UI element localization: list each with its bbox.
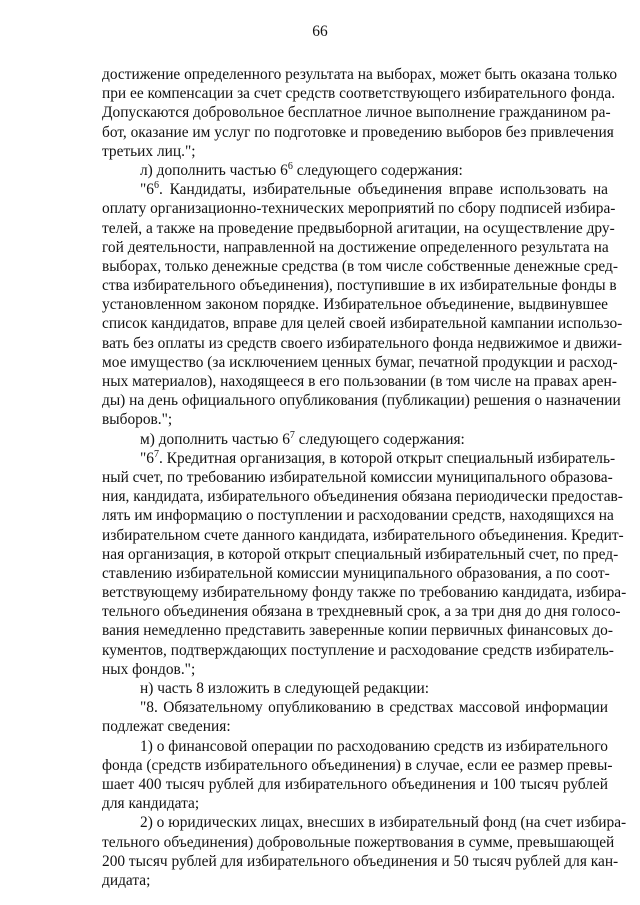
text-line: ная организация, в которой открыт специальный избирательный счет, по пред- — [102, 545, 619, 563]
page-number: 66 — [312, 23, 328, 40]
text-line: оплату организационно-технических мероприятий по сбору подписей избира- — [102, 200, 616, 218]
text-line: телей, а также на проведение предвыборной агитации, на осуществление дру- — [102, 219, 615, 237]
text-line: третьих лиц."; — [102, 142, 196, 160]
text-segment: "6 — [140, 181, 154, 199]
text-line: ния, кандидата, избирательного объединения обязана периодически предостав- — [102, 488, 623, 506]
text-line: мое имущество (за исключением ценных бумаг, печатной продукции и расход- — [102, 353, 618, 371]
text-line: 2) о юридических лицах, внесших в избирательный фонд (на счет избира- — [140, 814, 627, 832]
text-segment: следующего содержания: — [294, 430, 465, 448]
text-line: 1) о финансовой операции по расходованию средств из избирательного — [140, 737, 608, 755]
text-line: выборах, только денежные средства (в том числе собственные денежные сред- — [102, 257, 618, 275]
text-line: шает 400 тысяч рублей для избирательного объединения и 100 тысяч рублей — [102, 775, 608, 793]
text-line: 200 тысяч рублей для избирательного объединения и 50 тысяч рублей для кан- — [102, 852, 619, 870]
text-line: Допускаются добровольное бесплатное личное выполнение гражданином ра- — [102, 104, 611, 122]
text-line: ды) на день официального опубликования (публикации) решения о назначении — [102, 392, 621, 410]
text-line: подлежат сведения: — [102, 718, 231, 736]
text-line: достижение определенного результата на выборах, может быть оказана только — [102, 66, 618, 83]
text-line: список кандидатов, вправе для целей своей избирательной кампании использо- — [102, 315, 623, 333]
text-line: ный счет, по требованию избирательной комиссии муниципального образова- — [102, 468, 613, 486]
text-line: вать без оплаты из средств своего избирательного фонда недвижимое и движи- — [102, 334, 622, 352]
text-segment: . Кандидаты, избирательные объединения вправе использовать на — [158, 181, 608, 199]
superscript-index: 6 — [287, 160, 293, 172]
text-line — [102, 448, 616, 468]
superscript-index: 7 — [289, 429, 295, 441]
text-line — [102, 180, 608, 199]
superscript-index: 6 — [153, 180, 159, 192]
text-line — [102, 161, 608, 180]
text-line: лять им информацию о поступлении и расходовании средств, находящихся на — [102, 507, 614, 525]
text-line: ветствующему избирательному фонду также по требованию кандидата, избира- — [102, 584, 627, 602]
text-segment: "6 — [140, 449, 154, 467]
text-line: "8. Обязательному опубликованию в средствах массовой информации — [140, 699, 608, 717]
text-line: дидата; — [102, 871, 151, 889]
text-line: выборов."; — [102, 411, 173, 429]
document-body — [102, 65, 627, 890]
text-segment: следующего содержания: — [292, 161, 463, 179]
text-line: для кандидата; — [102, 795, 200, 813]
text-line: н) часть 8 изложить в следующей редакции: — [140, 680, 430, 697]
text-line: гой деятельности, направленной на достижение определенного результата на — [102, 238, 609, 256]
text-line: ства избирательного объединения), поступившие в их избирательные фонды в — [102, 277, 617, 295]
text-line: ных фондов."; — [102, 660, 196, 678]
text-line: фонда (средств избирательного объединения) в случае, если ее размер превы- — [102, 756, 613, 774]
text-line: ных материалов), находящееся в его пользовании (в том числе на правах арен- — [102, 373, 617, 390]
text-line — [102, 430, 608, 449]
text-line: тельного объединения обязана в трехдневный срок, а за три дня до дня голосо- — [102, 603, 621, 621]
text-line: ставлению избирательной комиссии муниципального образования, а по соот- — [102, 564, 610, 582]
superscript-index: 7 — [153, 448, 159, 460]
text-line: при ее компенсации за счет средств соответствующего избирательного фонда. — [102, 85, 616, 103]
text-segment: л) дополнить частью 6 — [140, 161, 288, 179]
text-line: бот, оказание им услуг по подготовке и проведению выборов без привлечения — [102, 123, 614, 141]
text-line: вания немедленно представить заверенные копии первичных финансовых до- — [102, 622, 614, 640]
text-segment: . Кредитная организация, в которой открыт специальный избиратель- — [158, 449, 616, 467]
text-line: кументов, подтверждающих поступление и расходование средств избиратель- — [102, 641, 614, 659]
text-line: тельного объединения) добровольные пожертвования в сумме, превышающей — [102, 833, 615, 851]
text-line: избирательном счете данного кандидата, избирательного объединения. Кредит- — [102, 526, 624, 544]
text-line: установленном законом порядке. Избирательное объединение, выдвинувшее — [102, 296, 608, 314]
text-segment: м) дополнить частью 6 — [140, 430, 290, 448]
